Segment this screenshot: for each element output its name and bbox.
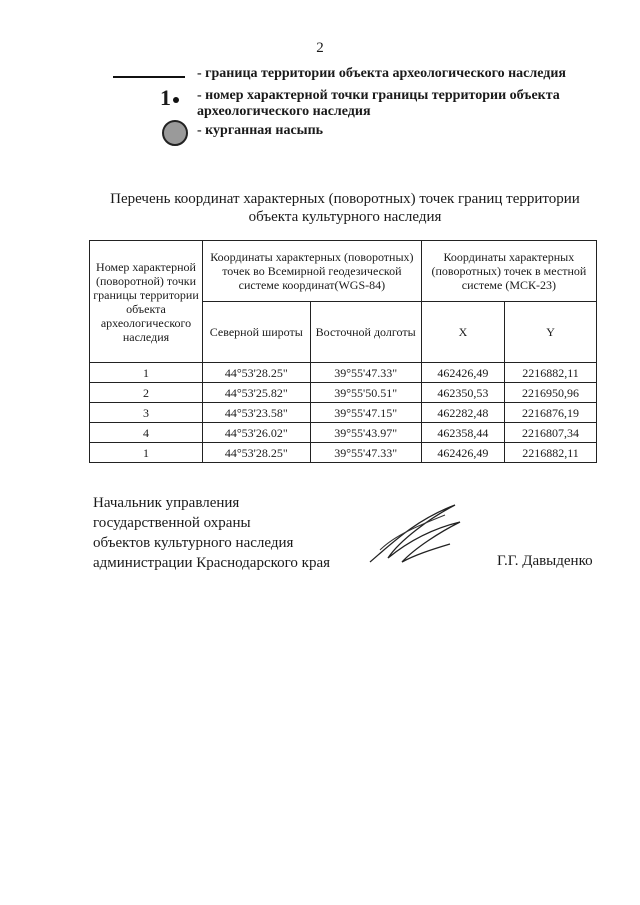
cell-x: 462426,49: [421, 443, 504, 463]
boundary-line-symbol: [113, 76, 185, 78]
cell-lat: 44°53'28.25": [203, 443, 311, 463]
signatory-line: администрации Краснодарского края: [93, 555, 331, 571]
handwritten-signature: [360, 500, 470, 570]
signatory-line: государственной охраны: [93, 515, 251, 531]
header-x: X: [421, 302, 504, 363]
legend-boundary-row: [105, 66, 625, 88]
cell-y: 2216950,96: [505, 383, 597, 403]
cell-y: 2216807,34: [505, 423, 597, 443]
header-y: Y: [505, 302, 597, 363]
cell-y: 2216882,11: [505, 363, 597, 383]
table-row: [90, 443, 597, 463]
header-point-number: Номер характерной (поворотной) точки границы территории объекта археологического наследия: [90, 241, 203, 363]
point-number-symbol-digit: 1: [160, 85, 171, 110]
mound-icon: [162, 120, 188, 146]
document-title: Перечень координат характерных (поворотных) точек границ территории объекта культурного наследия: [110, 191, 580, 225]
cell-lat: 44°53'25.82": [203, 383, 311, 403]
point-dot-icon: [173, 97, 179, 103]
point-number-symbol: [160, 85, 179, 110]
header-wgs84: Координаты характерных (поворотных) точек во Всемирной геодезической системе координат(WGS-84): [203, 241, 422, 302]
legend-mound-row: [105, 120, 625, 146]
cell-point: 3: [90, 403, 203, 423]
cell-y: 2216882,11: [505, 443, 597, 463]
table-row: [90, 383, 597, 403]
table-row: [90, 423, 597, 443]
cell-x: 462358,44: [421, 423, 504, 443]
signatory-position: [93, 493, 330, 573]
cell-point: 4: [90, 423, 203, 443]
cell-lon: 39°55'50.51": [310, 383, 421, 403]
legend-point-text: - номер характерной точки границы территории объекта археологического наследия: [197, 88, 560, 119]
header-msk23: Координаты характерных (поворотных) точек в местной системе (МСК-23): [421, 241, 596, 302]
legend-mound-text: - курганная насыпь: [197, 123, 324, 138]
table-row: [90, 363, 597, 383]
cell-point: 1: [90, 363, 203, 383]
cell-y: 2216876,19: [505, 403, 597, 423]
signatory-line: объектов культурного наследия: [93, 535, 294, 551]
legend-boundary-text: - граница территории объекта археологического наследия: [197, 66, 567, 81]
cell-point: 1: [90, 443, 203, 463]
cell-lat: 44°53'28.25": [203, 363, 311, 383]
cell-x: 462282,48: [421, 403, 504, 423]
cell-lat: 44°53'26.02": [203, 423, 311, 443]
legend: [105, 66, 625, 146]
coordinates-table: [89, 240, 597, 463]
cell-lon: 39°55'47.33": [310, 363, 421, 383]
cell-point: 2: [90, 383, 203, 403]
header-east-longitude: Восточной долготы: [310, 302, 421, 363]
cell-lon: 39°55'43.97": [310, 423, 421, 443]
page-number: 2: [316, 40, 324, 56]
cell-lat: 44°53'23.58": [203, 403, 311, 423]
signatory-line: Начальник управления: [93, 495, 240, 511]
signatory-name: Г.Г. Давыденко: [497, 553, 593, 569]
legend-point-row: [105, 85, 625, 120]
cell-lon: 39°55'47.15": [310, 403, 421, 423]
header-north-latitude: Северной широты: [203, 302, 311, 363]
cell-x: 462350,53: [421, 383, 504, 403]
cell-lon: 39°55'47.33": [310, 443, 421, 463]
table-row: [90, 403, 597, 423]
cell-x: 462426,49: [421, 363, 504, 383]
